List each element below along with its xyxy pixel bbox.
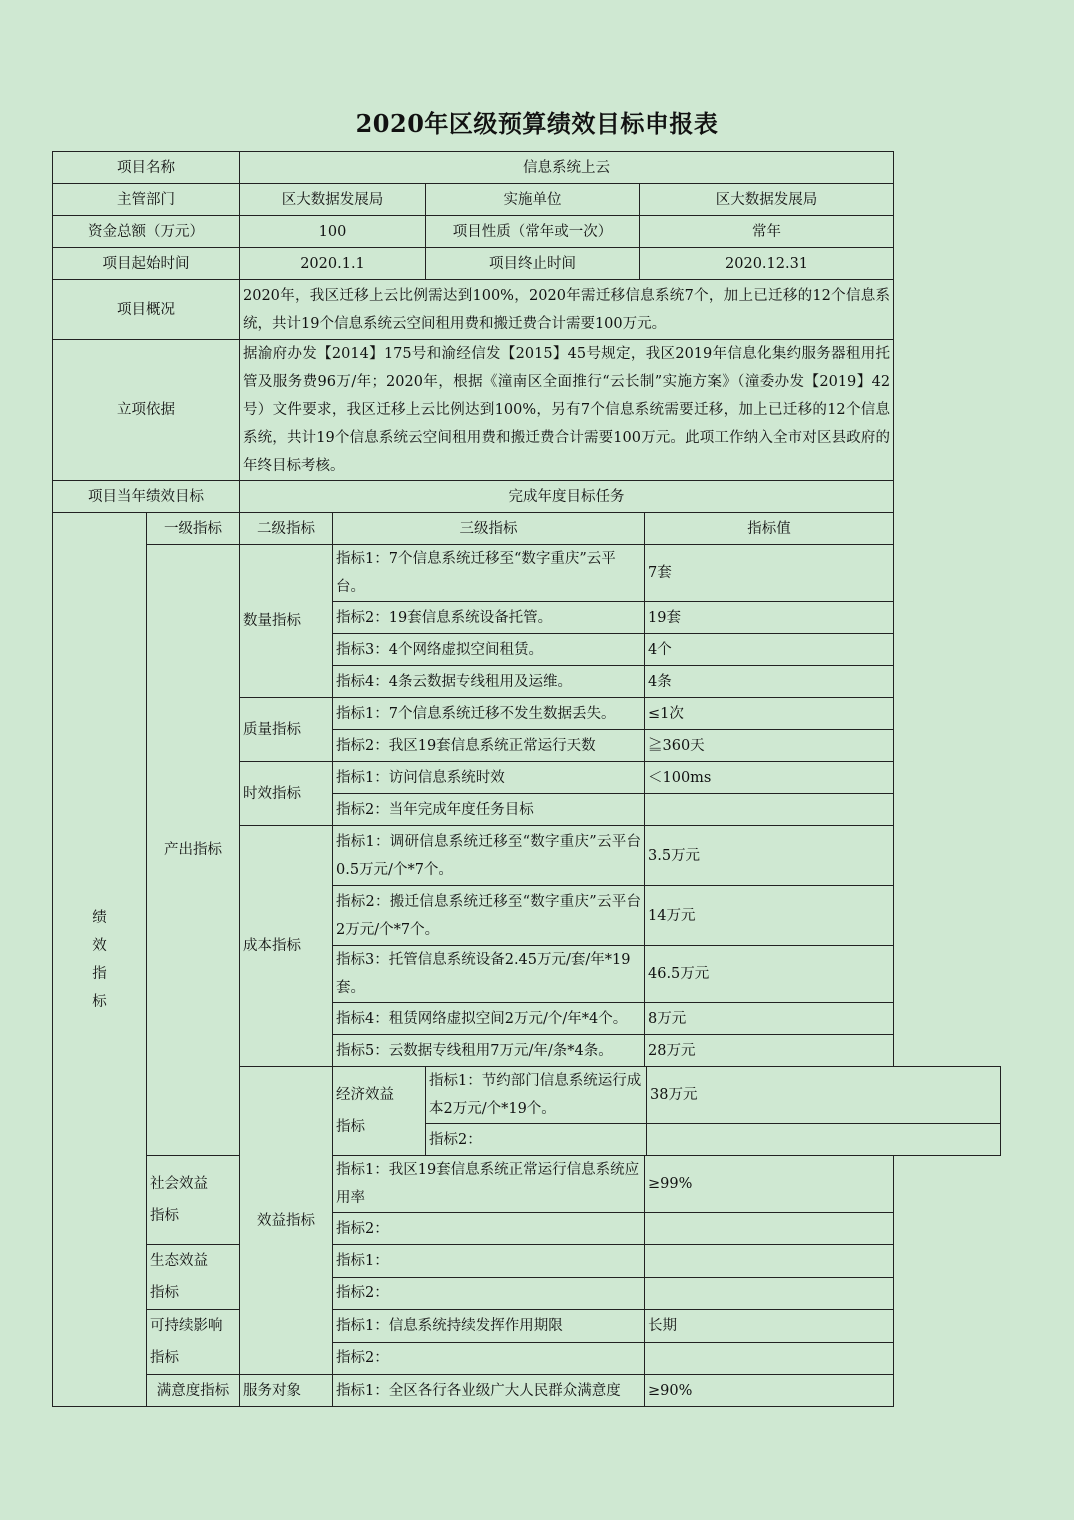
indicator-text: 指标2： xyxy=(333,1342,645,1375)
performance-indicators-char: 标 xyxy=(92,993,107,1010)
performance-indicators-char: 效 xyxy=(92,937,107,954)
label-line: 生态效益 xyxy=(150,1253,208,1269)
start-time-label: 项目起始时间 xyxy=(53,248,240,280)
indicator-value: 8万元 xyxy=(645,1003,894,1035)
project-name-label: 项目名称 xyxy=(53,152,240,184)
label-line: 指标 xyxy=(336,1119,365,1135)
indicator-text: 指标1：调研信息系统迁移至“数字重庆”云平台0.5万元/个*7个。 xyxy=(333,826,645,886)
indicator-text: 指标2：当年完成年度任务目标 xyxy=(333,794,645,826)
indicator-text: 指标1：访问信息系统时效 xyxy=(333,762,645,794)
service-target-label: 服务对象 xyxy=(240,1375,333,1407)
indicator-text: 指标5：云数据专线租用7万元/年/条*4条。 xyxy=(333,1035,645,1067)
total-funds-value: 100 xyxy=(240,216,426,248)
indicator-text: 指标1： xyxy=(333,1245,645,1278)
indicator-text: 指标1：7个信息系统迁移不发生数据丢失。 xyxy=(333,698,645,730)
performance-indicators-label xyxy=(53,513,147,1407)
start-time-value: 2020.1.1 xyxy=(240,248,426,280)
quantity-indicators-label: 数量指标 xyxy=(240,545,333,698)
total-funds-label: 资金总额（万元） xyxy=(53,216,240,248)
indicator-value: ≤1次 xyxy=(645,698,894,730)
indicator-text: 指标1：节约部门信息系统运行成本2万元/个*19个。 xyxy=(426,1067,647,1124)
indicator-value: 46.5万元 xyxy=(645,946,894,1003)
page-title: 2020年区级预算绩效目标申报表 xyxy=(355,109,719,138)
indicator-value xyxy=(645,794,894,826)
indicator-text: 指标2： xyxy=(333,1277,645,1310)
indicator-value xyxy=(645,1277,894,1310)
indicator-value-header: 指标值 xyxy=(645,513,894,545)
indicator-value: ≧360天 xyxy=(645,730,894,762)
benefit-indicators-label: 效益指标 xyxy=(240,1067,333,1375)
end-time-value: 2020.12.31 xyxy=(640,248,894,280)
annual-goal-value: 完成年度目标任务 xyxy=(240,481,894,513)
supervising-dept-label: 主管部门 xyxy=(53,184,240,216)
indicator-text: 指标3：托管信息系统设备2.45万元/套/年*19套。 xyxy=(333,946,645,1003)
social-benefit-label xyxy=(147,1156,240,1245)
cost-indicators-label: 成本指标 xyxy=(240,826,333,1067)
label-line: 指标 xyxy=(150,1285,179,1301)
basis-label: 立项依据 xyxy=(53,340,240,481)
indicator-value: ＜100ms xyxy=(645,762,894,794)
implementing-unit-value: 区大数据发展局 xyxy=(640,184,894,216)
quality-indicators-label: 质量指标 xyxy=(240,698,333,762)
indicator-text: 指标1：7个信息系统迁移至“数字重庆”云平台。 xyxy=(333,545,645,602)
indicator-value xyxy=(645,1213,894,1245)
annual-goal-label: 项目当年绩效目标 xyxy=(53,481,240,513)
indicator-text: 指标1：我区19套信息系统正常运行信息系统应用率 xyxy=(333,1156,645,1213)
end-time-label: 项目终止时间 xyxy=(426,248,640,280)
indicator-value: 长期 xyxy=(645,1310,894,1343)
indicator-value: 28万元 xyxy=(645,1035,894,1067)
output-indicators-label: 产出指标 xyxy=(147,545,240,1156)
project-nature-value: 常年 xyxy=(640,216,894,248)
label-line: 指标 xyxy=(150,1350,179,1366)
basis-value: 据渝府办发【2014】175号和渝经信发【2015】45号规定，我区2019年信息化集约服务器租用托管及服务费96万/年；2020年，根据《潼南区全面推行“云长制”实施方案》（潼委办发【2019】42号）文件要求，我区迁移上云比例达到100%，另有7个信息系统需要迁移，加上已迁移的12个信息系统，共计19个信息系统云空间租用费和搬迁费合计需要100万元。此项工作纳入全市对区县政府的年终目标考核。 xyxy=(240,340,894,481)
timeliness-indicators-label: 时效指标 xyxy=(240,762,333,826)
indicator-value xyxy=(645,1342,894,1375)
indicator-text: 指标1：信息系统持续发挥作用期限 xyxy=(333,1310,645,1343)
level3-header: 三级指标 xyxy=(333,513,645,545)
indicator-value: 14万元 xyxy=(645,886,894,946)
indicator-value: ≥99% xyxy=(645,1156,894,1213)
indicator-text: 指标2： xyxy=(426,1124,647,1156)
project-nature-label: 项目性质（常年或一次） xyxy=(426,216,640,248)
label-line: 可持续影响 xyxy=(150,1318,223,1334)
indicator-text: 指标1：全区各行各业级广大人民群众满意度 xyxy=(333,1375,645,1407)
indicator-value: 7套 xyxy=(645,545,894,602)
performance-indicators-char: 绩 xyxy=(92,909,107,926)
indicator-text: 指标4：4条云数据专线租用及运维。 xyxy=(333,666,645,698)
indicator-text: 指标2： xyxy=(333,1213,645,1245)
indicator-value xyxy=(645,1245,894,1278)
implementing-unit-label: 实施单位 xyxy=(426,184,640,216)
label-line: 社会效益 xyxy=(150,1176,208,1192)
overview-value: 2020年，我区迁移上云比例需达到100%，2020年需迁移信息系统7个，加上已迁移的12个信息系统，共计19个信息系统云空间租用费和搬迁费合计需要100万元。 xyxy=(240,280,894,340)
satisfaction-indicators-label: 满意度指标 xyxy=(147,1375,240,1407)
sustainable-impact-label xyxy=(147,1310,240,1375)
indicator-text: 指标2：搬迁信息系统迁移至“数字重庆”云平台2万元/个*7个。 xyxy=(333,886,645,946)
indicator-value: 19套 xyxy=(645,602,894,634)
indicator-text: 指标3：4个网络虚拟空间租赁。 xyxy=(333,634,645,666)
performance-indicators-char: 指 xyxy=(92,965,107,982)
indicator-value: 38万元 xyxy=(647,1067,1001,1124)
supervising-dept-value: 区大数据发展局 xyxy=(240,184,426,216)
indicator-value xyxy=(647,1124,1001,1156)
indicator-value: ≥90% xyxy=(645,1375,894,1407)
label-line: 指标 xyxy=(150,1208,179,1224)
label-line: 经济效益 xyxy=(336,1087,394,1103)
indicator-text: 指标2：我区19套信息系统正常运行天数 xyxy=(333,730,645,762)
budget-performance-form xyxy=(52,151,1001,1407)
indicator-value: 4条 xyxy=(645,666,894,698)
level1-header: 一级指标 xyxy=(147,513,240,545)
level2-header: 二级指标 xyxy=(240,513,333,545)
indicator-text: 指标4：租赁网络虚拟空间2万元/个/年*4个。 xyxy=(333,1003,645,1035)
indicator-value: 3.5万元 xyxy=(645,826,894,886)
economic-benefit-label xyxy=(333,1067,426,1156)
indicator-value: 4个 xyxy=(645,634,894,666)
indicator-text: 指标2：19套信息系统设备托管。 xyxy=(333,602,645,634)
overview-label: 项目概况 xyxy=(53,280,240,340)
ecological-benefit-label xyxy=(147,1245,240,1310)
project-name-value: 信息系统上云 xyxy=(240,152,894,184)
